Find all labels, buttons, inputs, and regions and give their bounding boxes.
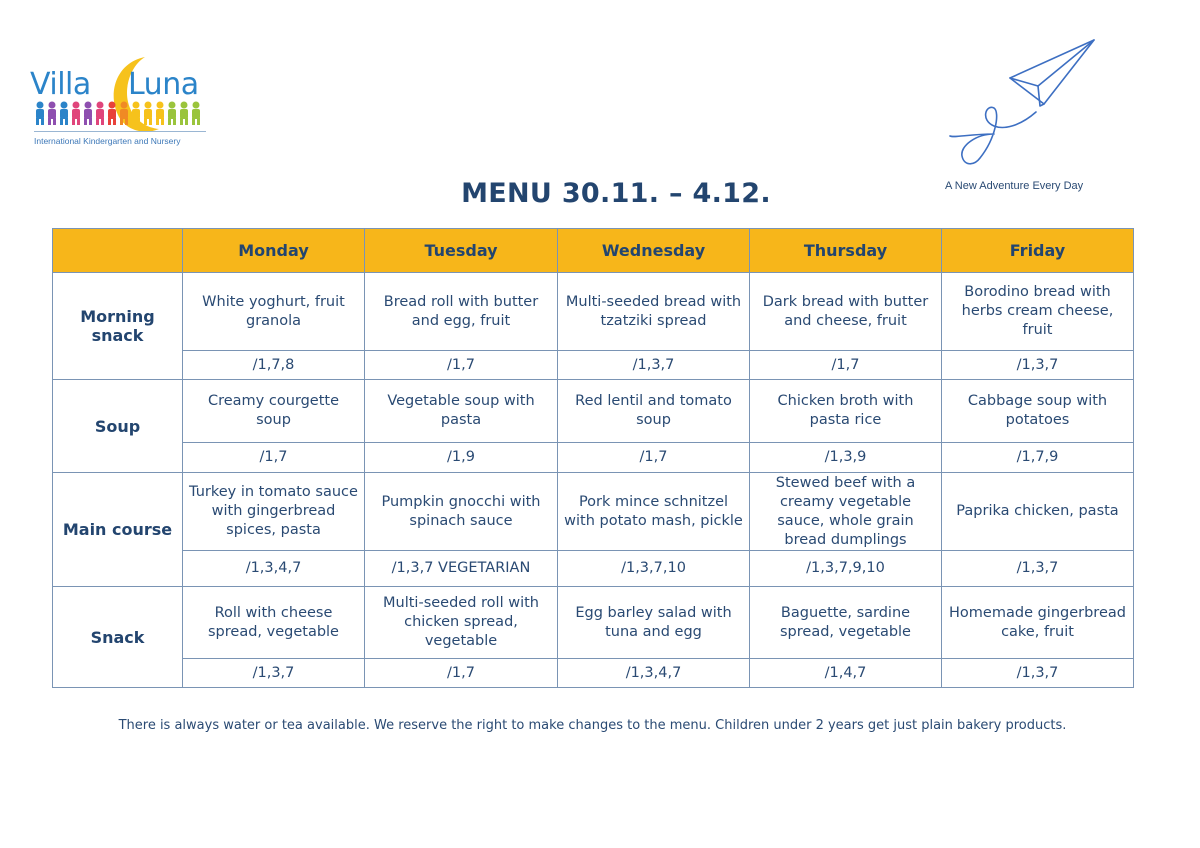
page-title: MENU 30.11. – 4.12. <box>461 178 771 209</box>
allergen-cell: /1,7,8 <box>183 351 365 380</box>
day-header-monday: Monday <box>183 229 365 273</box>
allergen-row <box>53 551 1134 587</box>
table-header-row <box>53 229 1134 273</box>
logo-word-luna: Luna <box>128 67 199 102</box>
dish-cell: Cabbage soup with potatoes <box>942 380 1134 443</box>
day-header-tuesday: Tuesday <box>365 229 558 273</box>
day-header-wednesday: Wednesday <box>558 229 750 273</box>
allergen-cell: /1,3,7 VEGETARIAN <box>365 551 558 587</box>
dish-cell: White yoghurt, fruit granola <box>183 273 365 351</box>
day-header-friday: Friday <box>942 229 1134 273</box>
allergen-cell: /1,3,4,7 <box>558 659 750 688</box>
logo-tagline: International Kindergarten and Nursery <box>34 136 181 146</box>
dish-cell: Dark bread with butter and cheese, fruit <box>750 273 942 351</box>
dish-cell: Pumpkin gnocchi with spinach sauce <box>365 473 558 551</box>
day-header-thursday: Thursday <box>750 229 942 273</box>
dish-cell: Creamy courgette soup <box>183 380 365 443</box>
footer-note: There is always water or tea available. We reserve the right to make changes to the menu. Children under 2 years get just plain bakery products. <box>118 718 1067 733</box>
slogan: A New Adventure Every Day <box>945 180 1084 192</box>
row-head-main-course: Main course <box>53 473 183 587</box>
paper-plane-icon <box>940 38 1110 170</box>
dish-cell: Bread roll with butter and egg, fruit <box>365 273 558 351</box>
dish-cell: Chicken broth with pasta rice <box>750 380 942 443</box>
allergen-cell: /1,3,4,7 <box>183 551 365 587</box>
allergen-cell: /1,3,7 <box>942 351 1134 380</box>
children-row-icon <box>34 100 206 126</box>
menu-table <box>52 228 1134 688</box>
allergen-cell: /1,7 <box>558 443 750 473</box>
row-head-snack: Snack <box>53 587 183 688</box>
table-row <box>53 273 1134 351</box>
allergen-cell: /1,7 <box>183 443 365 473</box>
allergen-cell: /1,7,9 <box>942 443 1134 473</box>
dish-cell: Homemade gingerbread cake, fruit <box>942 587 1134 659</box>
allergen-cell: /1,3,7,10 <box>558 551 750 587</box>
allergen-cell: /1,9 <box>365 443 558 473</box>
dish-cell: Paprika chicken, pasta <box>942 473 1134 551</box>
dish-cell: Baguette, sardine spread, vegetable <box>750 587 942 659</box>
allergen-cell: /1,3,7 <box>942 551 1134 587</box>
allergen-cell: /1,3,7 <box>942 659 1134 688</box>
allergen-row <box>53 351 1134 380</box>
allergen-cell: /1,4,7 <box>750 659 942 688</box>
logo-word-villa: Villa <box>30 67 91 102</box>
allergen-cell: /1,7 <box>750 351 942 380</box>
dish-cell: Borodino bread with herbs cream cheese, fruit <box>942 273 1134 351</box>
table-row <box>53 473 1134 551</box>
dish-cell: Red lentil and tomato soup <box>558 380 750 443</box>
villa-luna-logo <box>30 55 210 155</box>
allergen-cell: /1,7 <box>365 659 558 688</box>
allergen-cell: /1,3,7 <box>558 351 750 380</box>
dish-cell: Egg barley salad with tuna and egg <box>558 587 750 659</box>
dish-cell: Roll with cheese spread, vegetable <box>183 587 365 659</box>
allergen-cell: /1,3,7 <box>183 659 365 688</box>
dish-cell: Multi-seeded bread with tzatziki spread <box>558 273 750 351</box>
allergen-cell: /1,3,9 <box>750 443 942 473</box>
dish-cell: Vegetable soup with pasta <box>365 380 558 443</box>
allergen-cell: /1,3,7,9,10 <box>750 551 942 587</box>
table-row <box>53 587 1134 659</box>
dish-cell: Pork mince schnitzel with potato mash, pickle <box>558 473 750 551</box>
dish-cell: Turkey in tomato sauce with gingerbread spices, pasta <box>183 473 365 551</box>
logo-divider <box>34 131 206 132</box>
dish-cell: Stewed beef with a creamy vegetable sauce, whole grain bread dumplings <box>750 473 942 551</box>
allergen-cell: /1,7 <box>365 351 558 380</box>
corner-cell <box>53 229 183 273</box>
allergen-row <box>53 659 1134 688</box>
table-row <box>53 380 1134 443</box>
dish-cell: Multi-seeded roll with chicken spread, vegetable <box>365 587 558 659</box>
allergen-row <box>53 443 1134 473</box>
row-head-morning-snack: Morning snack <box>53 273 183 380</box>
row-head-soup: Soup <box>53 380 183 473</box>
